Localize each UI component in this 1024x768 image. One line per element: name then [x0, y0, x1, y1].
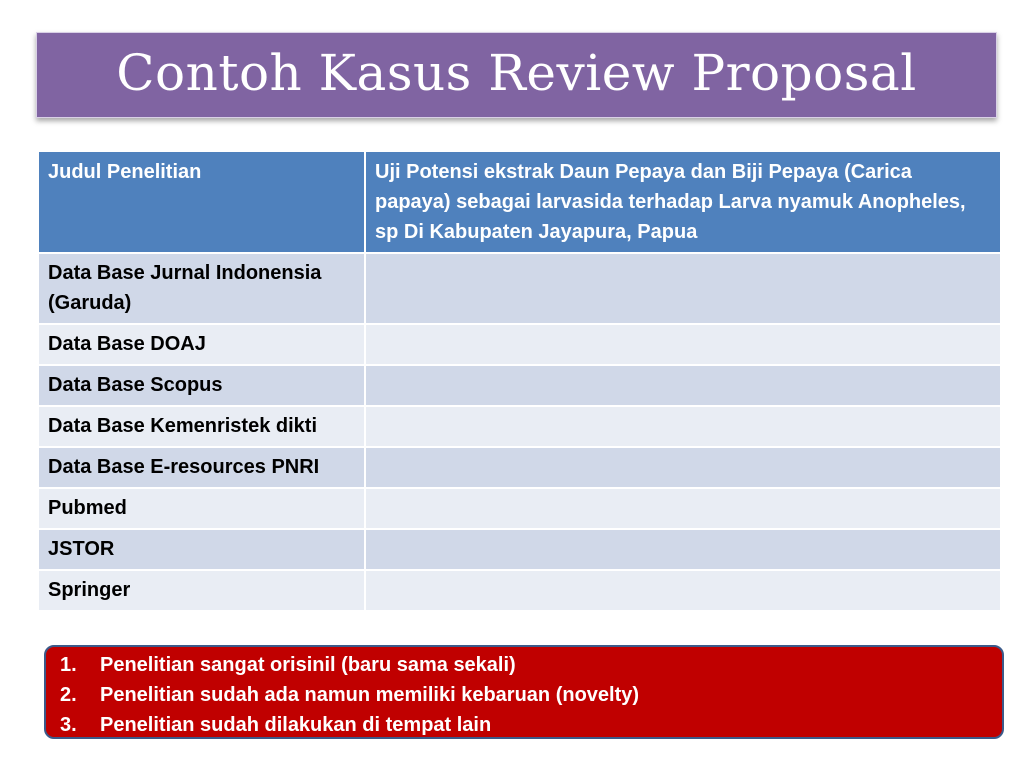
row-value-scopus	[365, 365, 1001, 406]
row-value-pubmed	[365, 488, 1001, 529]
list-item-text: Penelitian sangat orisinil (baru sama sekali)	[100, 654, 516, 676]
list-item-text: Penelitian sudah ada namun memiliki kebaruan (novelty)	[100, 684, 640, 706]
list-item-number: 1.	[60, 654, 77, 676]
row-value-doaj	[365, 324, 1001, 365]
row-value-pnri	[365, 447, 1001, 488]
row-label-pnri: Data Base E-resources PNRI	[38, 447, 365, 488]
row-label-springer: Springer	[38, 570, 365, 611]
list-item	[60, 710, 1002, 740]
slide-title: Contoh Kasus Review Proposal	[116, 44, 917, 102]
title-banner	[36, 32, 997, 118]
row-value-garuda	[365, 253, 1001, 324]
list-item	[60, 650, 1002, 680]
list-item-number: 2.	[60, 684, 77, 706]
table-row	[38, 529, 1001, 570]
row-label-garuda: Data Base Jurnal Indonensia (Garuda)	[38, 253, 365, 324]
table-header-row	[38, 151, 1001, 253]
table-row	[38, 406, 1001, 447]
list-item	[60, 680, 1002, 710]
row-value-springer	[365, 570, 1001, 611]
row-label-doaj: Data Base DOAJ	[38, 324, 365, 365]
table-row	[38, 365, 1001, 406]
table-row	[38, 570, 1001, 611]
table-row	[38, 488, 1001, 529]
row-label-scopus: Data Base Scopus	[38, 365, 365, 406]
header-label-cell: Judul Penelitian	[38, 151, 365, 253]
notes-box	[44, 645, 1004, 739]
row-value-kemenristek	[365, 406, 1001, 447]
row-label-pubmed: Pubmed	[38, 488, 365, 529]
review-table	[37, 150, 1002, 612]
header-value-cell: Uji Potensi ekstrak Daun Pepaya dan Biji Pepaya (Carica papaya) sebagai larvasida terhadap Larva nyamuk Anopheles, sp Di Kabupaten Jayapura, Papua	[365, 151, 1001, 253]
notes-list	[60, 650, 1002, 740]
row-label-kemenristek: Data Base Kemenristek dikti	[38, 406, 365, 447]
table-row	[38, 253, 1001, 324]
row-value-jstor	[365, 529, 1001, 570]
table-row	[38, 447, 1001, 488]
list-item-number: 3.	[60, 714, 77, 736]
row-label-jstor: JSTOR	[38, 529, 365, 570]
table-row	[38, 324, 1001, 365]
list-item-text: Penelitian sudah dilakukan di tempat lain	[100, 714, 492, 736]
